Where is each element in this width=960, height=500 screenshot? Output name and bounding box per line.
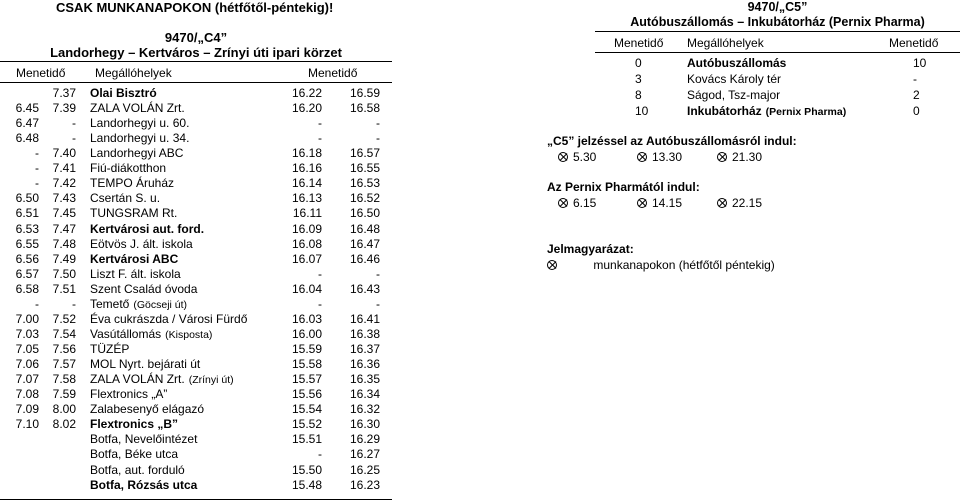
c4-stop-row: [0, 297, 392, 312]
stop-name: Éva cukrászda / Városi Fürdő: [90, 311, 248, 326]
departure-afternoon-1: 16.09: [291, 221, 322, 236]
departure-afternoon-2: 16.57: [349, 146, 380, 161]
c4-header-rule-bottom: [0, 82, 392, 83]
c4-stop-row: [0, 131, 392, 146]
departure-morning-1: -: [35, 176, 39, 191]
stop-name: TUNGSRAM Rt.: [90, 206, 178, 221]
stop-name: Olai Bisztró: [90, 86, 157, 100]
stop-name: TEMPO Áruház: [90, 176, 175, 191]
departure-afternoon-1: 15.58: [291, 357, 322, 372]
stop-name: Kertvárosi ABC: [90, 251, 179, 266]
departure-afternoon-2: 16.23: [349, 477, 380, 492]
c5-header-stops: Megállóhelyek: [687, 36, 764, 50]
departure-morning-1: 7.06: [15, 357, 39, 372]
stop-name-main: Temető: [90, 296, 130, 311]
travel-time-out: 3: [635, 72, 642, 86]
stop-name: Csertán S. u.: [90, 191, 161, 206]
c4-header-departure-1: Menetidő: [16, 66, 66, 80]
departure-afternoon-1: 15.48: [291, 477, 322, 492]
c4-stop-row: [0, 327, 392, 342]
stop-name-main: Autóbuszállomás: [687, 56, 787, 70]
departure-afternoon-2: 16.37: [349, 342, 380, 357]
departure-morning-1: 7.09: [15, 402, 39, 417]
c5-column-headers: [595, 36, 960, 51]
departure-morning-2: 7.41: [52, 161, 76, 176]
departure-morning-2: 7.49: [52, 251, 76, 266]
stop-name: [90, 372, 234, 388]
stop-name: Botfa, Nevelőintézet: [90, 432, 198, 447]
c5-departure-time: 21.30: [717, 150, 762, 164]
legend-title: Jelmagyarázat:: [547, 242, 634, 256]
travel-time-back: -: [913, 72, 917, 86]
departure-morning-1: 7.07: [15, 372, 39, 387]
stop-name: Fiú-diákotthon: [90, 161, 167, 176]
stop-name-main: Kovács Károly tér: [687, 72, 782, 86]
stop-name: Botfa, Rózsás utca: [90, 477, 198, 492]
departure-morning-2: 7.59: [52, 387, 76, 402]
departure-morning-1: 7.10: [15, 417, 39, 432]
c5-header-rule-bottom: [595, 52, 960, 53]
departure-afternoon-1: 15.56: [291, 387, 322, 402]
c5-header-rule-top: [595, 31, 960, 32]
workday-symbol-icon: [637, 152, 647, 162]
c4-stop-row: [0, 101, 392, 116]
departure-morning-1: 6.53: [15, 221, 39, 236]
c4-header-rule-top: [0, 61, 392, 62]
departure-afternoon-1: -: [318, 447, 322, 462]
stop-name-main: Ságod, Tsz-major: [687, 88, 781, 102]
stop-name: Flextronics „A”: [90, 387, 168, 402]
stop-name: MOL Nyrt. bejárati út: [90, 357, 201, 372]
c5-stop-row: [595, 56, 960, 71]
c4-stop-row: [0, 191, 392, 206]
departure-afternoon-1: 15.54: [291, 402, 322, 417]
departure-afternoon-2: 16.35: [349, 372, 380, 387]
departure-afternoon-2: 16.30: [349, 417, 380, 432]
stop-name: [687, 104, 846, 120]
departure-afternoon-1: 16.00: [291, 326, 322, 341]
stop-name: [687, 72, 781, 87]
departure-morning-1: -: [35, 161, 39, 176]
legend-entry: [547, 258, 775, 272]
departure-afternoon-2: 16.47: [349, 236, 380, 251]
departure-morning-1: 6.50: [15, 191, 39, 206]
c4-stop-row: [0, 161, 392, 176]
departure-afternoon-1: 16.08: [291, 236, 322, 251]
departure-morning-1: 7.03: [15, 326, 39, 341]
c4-stop-row: [0, 372, 392, 387]
c4-stop-row: [0, 402, 392, 417]
departure-afternoon-1: 16.03: [291, 311, 322, 326]
departure-afternoon-1: 16.14: [291, 176, 322, 191]
departure-morning-2: 7.52: [52, 311, 76, 326]
departure-morning-2: 7.58: [52, 372, 76, 387]
departure-afternoon-1: 15.57: [291, 372, 322, 387]
c4-stop-row: [0, 387, 392, 402]
workday-symbol-icon: [547, 260, 557, 270]
stop-name-sub: (Göcseji út): [133, 298, 188, 311]
stop-name: Botfa, Béke utca: [90, 447, 179, 462]
departure-afternoon-2: -: [376, 296, 380, 311]
departure-afternoon-1: -: [318, 116, 322, 131]
departure-afternoon-2: 16.48: [349, 221, 380, 236]
departure-afternoon-1: 15.59: [291, 342, 322, 357]
departure-afternoon-1: 15.51: [291, 432, 322, 447]
departure-morning-1: 6.48: [15, 131, 39, 146]
departure-afternoon-2: 16.36: [349, 357, 380, 372]
c4-stop-row: [0, 282, 392, 297]
stop-name: Szent Család óvoda: [90, 281, 198, 296]
departure-morning-2: -: [72, 296, 76, 311]
departure-morning-1: 6.55: [15, 236, 39, 251]
departure-afternoon-1: 15.52: [291, 417, 322, 432]
departure-morning-1: 6.47: [15, 116, 39, 131]
travel-time-out: 10: [635, 104, 649, 118]
departure-morning-2: 7.47: [52, 221, 76, 236]
c4-stop-row: [0, 176, 392, 191]
pernix-departure-time: 14.15: [637, 196, 682, 210]
c5-departure-time: 13.30: [637, 150, 682, 164]
workday-notice: CSAK MUNKANAPOKON (hétfőtől-péntekig)!: [56, 0, 334, 15]
travel-time-back: 2: [913, 88, 920, 102]
departure-morning-2: 7.37: [52, 86, 76, 100]
c5-route-description: Autóbuszállomás – Inkubátorház (Pernix Pharma): [630, 15, 925, 29]
c5-departure-time: 5.30: [558, 150, 596, 164]
c5-header-departure-2: Menetidő: [889, 36, 939, 50]
c5-header-departure-1: Menetidő: [614, 36, 664, 50]
c4-stop-row: [0, 206, 392, 221]
departure-afternoon-1: 16.11: [292, 206, 322, 221]
departure-afternoon-2: 16.52: [349, 191, 380, 206]
departure-afternoon-2: -: [376, 116, 380, 131]
departure-morning-2: 7.40: [52, 146, 76, 161]
departure-afternoon-1: 15.50: [291, 462, 322, 477]
c4-header-departure-2: Menetidő: [308, 66, 358, 80]
c4-stop-row: [0, 357, 392, 372]
stop-name: [687, 56, 786, 71]
departure-afternoon-1: 16.13: [291, 191, 322, 206]
departure-afternoon-2: 16.59: [349, 86, 380, 100]
departure-afternoon-1: -: [318, 131, 322, 146]
stop-name: Botfa, aut. forduló: [90, 462, 185, 477]
c5-stop-row: [595, 72, 960, 87]
departure-morning-2: -: [72, 131, 76, 146]
departure-morning-2: 7.39: [52, 101, 76, 116]
c4-stop-row: [0, 116, 392, 131]
departure-afternoon-2: 16.55: [349, 161, 380, 176]
departure-afternoon-2: 16.38: [349, 326, 380, 341]
departure-afternoon-2: 16.29: [349, 432, 380, 447]
stop-name: Landorhegyi ABC: [90, 146, 184, 161]
departure-afternoon-1: 16.04: [291, 281, 322, 296]
workday-symbol-icon: [637, 198, 647, 208]
departure-morning-1: 6.57: [15, 266, 39, 281]
c4-stop-row: [0, 417, 392, 432]
departure-morning-2: 7.45: [52, 206, 76, 221]
departure-morning-2: 7.43: [52, 191, 76, 206]
departure-morning-2: 7.51: [52, 281, 76, 296]
stop-name: Kertvárosi aut. ford.: [90, 221, 205, 236]
workday-symbol-icon: [558, 198, 568, 208]
departure-morning-2: 8.02: [52, 417, 76, 432]
departure-morning-1: 7.00: [15, 311, 39, 326]
departure-morning-1: 6.56: [15, 251, 39, 266]
departure-morning-2: 7.50: [52, 266, 76, 281]
departure-afternoon-2: 16.50: [349, 206, 380, 221]
stop-name-main: ZALA VOLÁN Zrt.: [90, 372, 185, 387]
pernix-departure-time: 22.15: [717, 196, 762, 210]
travel-time-out: 8: [635, 88, 642, 102]
departure-afternoon-2: 16.46: [349, 251, 380, 266]
departure-afternoon-2: 16.32: [349, 402, 380, 417]
departure-afternoon-2: 16.41: [349, 311, 380, 326]
stop-name-sub: (Kisposta): [165, 328, 213, 341]
departure-afternoon-1: -: [318, 266, 322, 281]
workday-symbol-icon: [558, 152, 568, 162]
c4-stop-row: [0, 86, 392, 101]
c4-stop-row: [0, 237, 392, 252]
departure-morning-1: 6.58: [15, 281, 39, 296]
c4-stop-row: [0, 267, 392, 282]
c4-stop-row: [0, 432, 392, 447]
departure-morning-2: 7.56: [52, 342, 76, 357]
stop-name-main: Vasútállomás: [90, 326, 162, 341]
travel-time-out: 0: [635, 56, 642, 70]
departure-afternoon-1: 16.07: [291, 251, 322, 266]
departure-afternoon-1: -: [318, 296, 322, 311]
c5-departures-title: „C5” jelzéssel az Autóbuszállomásról indul:: [547, 134, 797, 148]
departure-morning-1: 7.08: [15, 387, 39, 402]
workday-symbol-icon: [717, 152, 727, 162]
departure-afternoon-1: 16.20: [291, 101, 322, 116]
stop-name: Landorhegyi u. 34.: [90, 131, 190, 146]
stop-name: Liszt F. ált. iskola: [90, 266, 181, 281]
departure-afternoon-2: 16.27: [349, 447, 380, 462]
departure-afternoon-2: 16.53: [349, 176, 380, 191]
travel-time-back: 10: [913, 56, 927, 70]
c4-stop-row: [0, 342, 392, 357]
c4-stop-row: [0, 222, 392, 237]
c5-stop-row: [595, 104, 960, 119]
stop-name-main: Inkubátorház: [687, 104, 762, 118]
travel-time-back: 0: [913, 104, 920, 118]
c4-stop-row: [0, 312, 392, 327]
c4-stop-row: [0, 252, 392, 267]
c4-stop-row: [0, 447, 392, 462]
stop-name: Zalabesenyő elágazó: [90, 402, 205, 417]
departure-afternoon-2: -: [376, 131, 380, 146]
departure-morning-2: 7.42: [52, 176, 76, 191]
c4-route-number: 9470/„C4”: [164, 30, 228, 45]
departure-morning-1: -: [35, 146, 39, 161]
stop-name: Flextronics „B”: [90, 417, 179, 432]
departure-afternoon-1: 16.18: [291, 146, 322, 161]
departure-morning-1: -: [35, 296, 39, 311]
departure-afternoon-2: -: [376, 266, 380, 281]
c5-stop-row: [595, 88, 960, 103]
departure-morning-2: 7.54: [52, 326, 76, 341]
c4-stop-row: [0, 478, 392, 493]
departure-morning-2: 7.57: [52, 357, 76, 372]
departure-morning-2: 8.00: [52, 402, 76, 417]
departure-morning-1: 6.51: [15, 206, 39, 221]
departure-afternoon-2: 16.25: [349, 462, 380, 477]
departure-morning-1: 6.45: [15, 101, 39, 116]
stop-name-sub: (Pernix Pharma): [765, 106, 847, 118]
stop-name: [90, 327, 212, 343]
legend-text: munkanapokon (hétfőtől péntekig): [593, 258, 775, 272]
stop-name: [90, 297, 187, 313]
c5-route-number: 9470/„C5”: [747, 0, 808, 14]
stop-name: ZALA VOLÁN Zrt.: [90, 101, 185, 116]
pernix-departure-time: 6.15: [558, 196, 596, 210]
stop-name-sub: (Zrínyi út): [188, 374, 234, 387]
stop-name: Landorhegyi u. 60.: [90, 116, 190, 131]
c4-stop-row: [0, 146, 392, 161]
stop-name: [687, 88, 780, 103]
pernix-departures-title: Az Pernix Pharmától indul:: [547, 180, 700, 194]
departure-afternoon-1: 16.16: [291, 161, 322, 176]
c4-header-stops: Megállóhelyek: [95, 66, 172, 80]
departure-morning-2: -: [72, 116, 76, 131]
departure-morning-2: 7.48: [52, 236, 76, 251]
workday-symbol-icon: [717, 198, 727, 208]
stop-name: Eötvös J. ált. iskola: [90, 236, 193, 251]
departure-afternoon-2: 16.58: [349, 101, 380, 116]
c4-route-description: Landorhegy – Kertváros – Zrínyi úti ipari körzet: [50, 45, 342, 60]
departure-afternoon-2: 16.34: [349, 387, 380, 402]
c4-column-headers: [0, 66, 392, 81]
departure-morning-1: 7.05: [15, 342, 39, 357]
c4-stop-row: [0, 463, 392, 478]
stop-name: TÜZÉP: [90, 342, 130, 357]
departure-afternoon-1: 16.22: [291, 86, 322, 100]
departure-afternoon-2: 16.43: [349, 281, 380, 296]
